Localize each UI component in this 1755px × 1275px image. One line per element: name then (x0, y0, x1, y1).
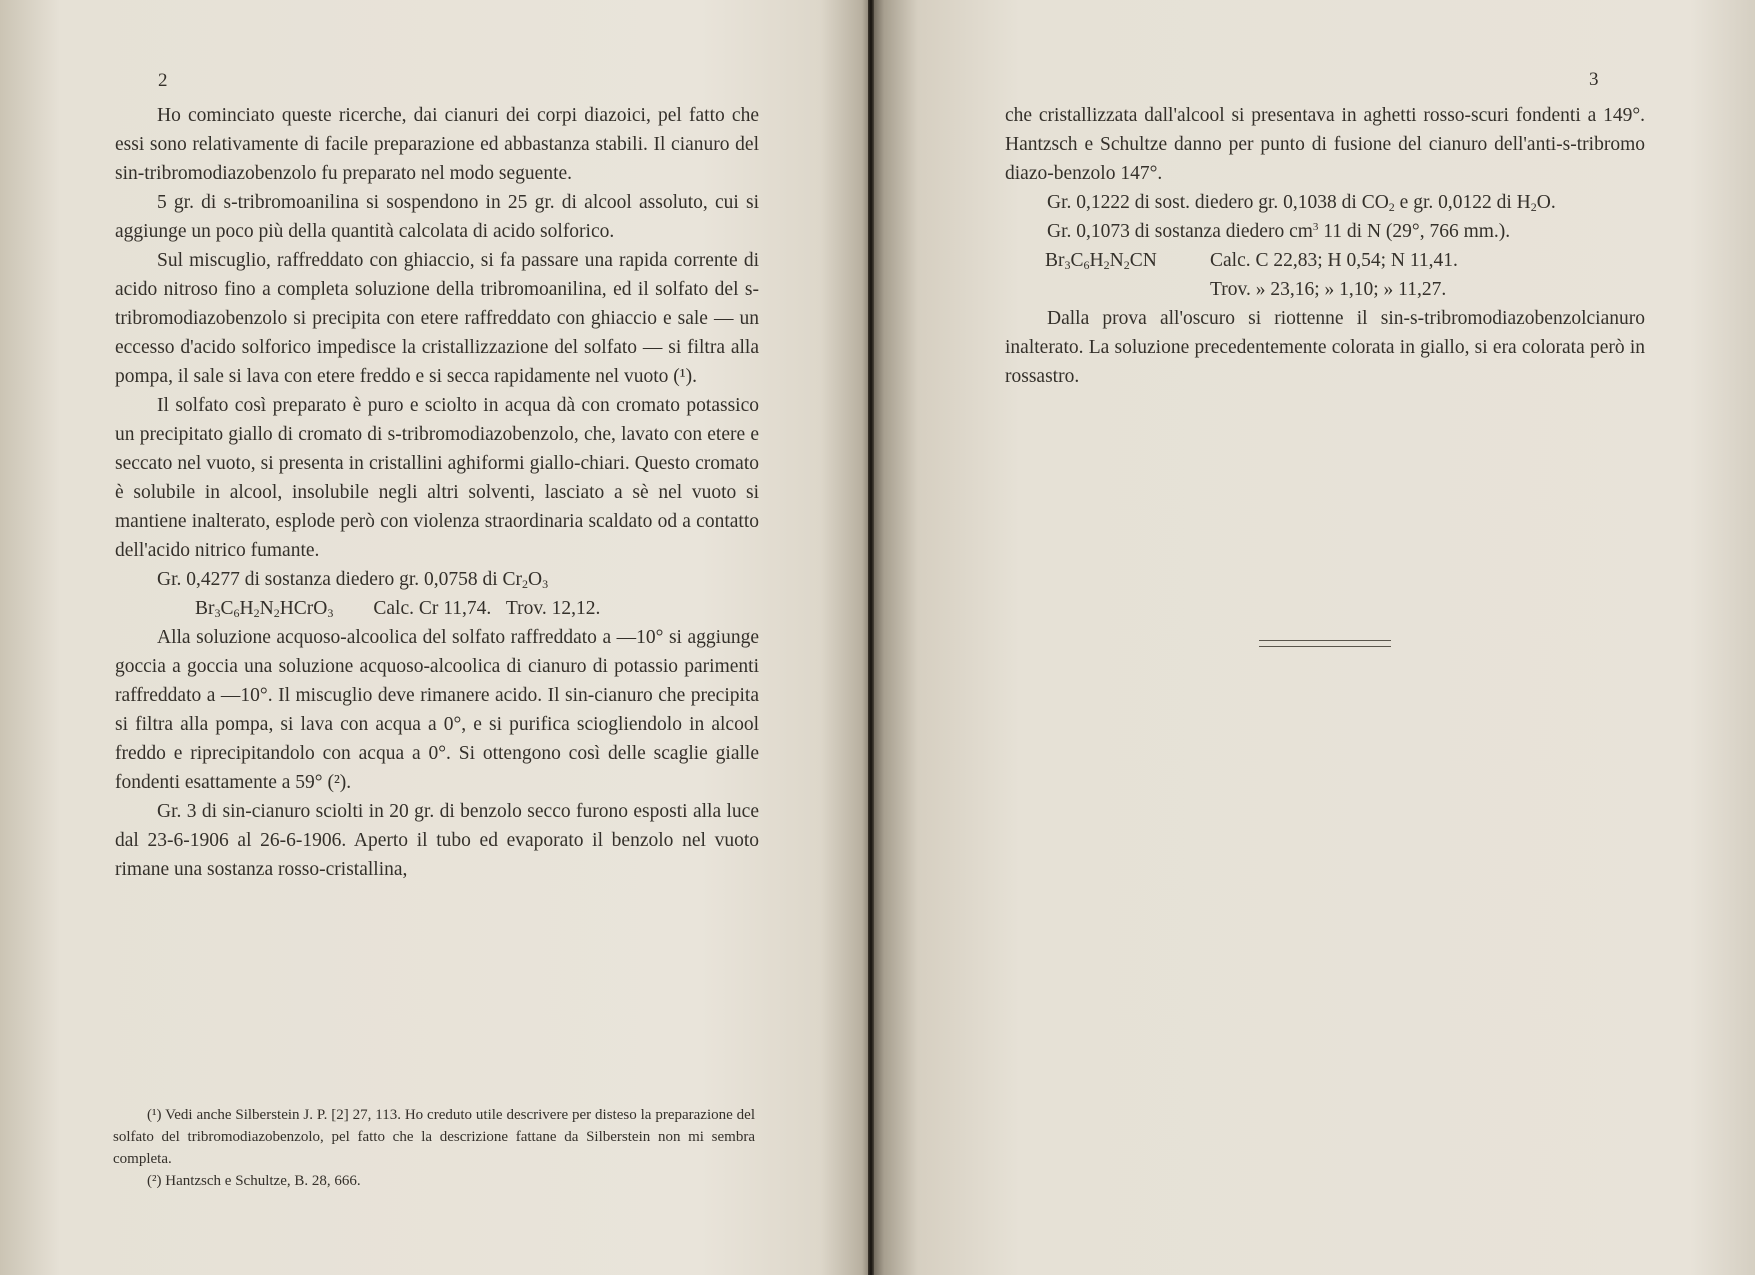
calc-value: Calc. C 22,83; H 0,54; N 11,41. (1210, 250, 1458, 271)
paragraph: Ho cominciato queste ricerche, dai cianuri dei corpi diazoici, pel fatto che essi sono relativamente di facile preparazione ed abbastanza stabili. Il cianuro del sin-tribromodiazobenzolo fu preparato nel modo seguente. (115, 105, 759, 184)
footnote: (¹) Vedi anche Silberstein J. P. [2] 27, 113. Ho creduto utile descrivere per disteso la preparazione del solfato del tribromodiazobenzolo, pel fatto che la descrizione fattane da Silberstein non mi sembra completa. (113, 1107, 755, 1167)
body-text (1005, 101, 1645, 391)
footnotes (113, 1104, 755, 1192)
book-gutter (868, 0, 874, 1275)
analysis-line: Gr. 0,1222 di sost. diedero gr. 0,1038 di $CO_2$ e gr. 0,0122 di $H_2O$. (1047, 192, 1556, 214)
paragraph: Dalla prova all'oscuro si riottenne il sin-s-tribromodiazobenzolcianuro inalterato. La soluzione precedentemente colorata in giallo, si era colorata però in rossastro. (1005, 308, 1645, 387)
left-page (0, 0, 870, 1275)
chemical-formula: $Br_3C_6H_2N_2HCrO_3$ Calc. Cr 11,74. Trov. 12,12. (195, 598, 601, 620)
paragraph: Gr. 3 di sin-cianuro sciolti in 20 gr. di benzolo secco furono esposti alla luce dal 23-6-1906 al 26-6-1906. Aperto il tubo ed evaporato il benzolo nel vuoto rimane una sostanza rosso-cristallina, (115, 801, 759, 880)
paragraph: Il solfato così preparato è puro e sciolto in acqua dà con cromato potassico un precipitato giallo di cromato di s-tribromodiazobenzolo, che, lavato con etere e seccato nel vuoto, si presenta in cristallini aghiformi giallo-chiari. Questo cromato è solubile in alcool, insolubile negli altri solventi, lasciato a sè nel vuoto si mantiene inalterato, esplode però con violenza straordinaria scaldato od a contatto dell'acido nitrico fumante. (115, 395, 759, 561)
body-text (115, 101, 759, 884)
page-number: 2 (158, 70, 168, 91)
paragraph: 5 gr. di s-tribromoanilina si sospendono in 25 gr. di alcool assoluto, cui si aggiunge un poco più della quantità calcolata di acido solforico. (115, 192, 759, 242)
paragraph: Sul miscuglio, raffreddato con ghiaccio, si fa passare una rapida corrente di acido nitroso fino a completa soluzione della tribromoanilina, ed il solfato del s-tribromodiazobenzolo si precipita con etere raffreddato con ghiaccio e sale — un eccesso d'acido solforico impedisce la cristallizzazione del solfato — si filtra alla pompa, il sale si lava con etere freddo e si secca rapidamente nel vuoto (¹). (115, 250, 759, 387)
trov-value: Trov. 12,12. (505, 598, 601, 619)
analysis-line: Gr. 0,1073 di sostanza diedero $cm^3$ 11 di N (29°, 766 mm.). (1047, 221, 1511, 242)
page-number: 3 (1589, 69, 1599, 90)
paragraph: Alla soluzione acquoso-alcoolica del solfato raffreddato a —10° si aggiunge goccia a goccia una soluzione acquoso-alcoolica di cianuro di potassio parimenti raffreddato a —10°. Il miscuglio deve rimanere acido. Il sin-cianuro che precipita si filtra alla pompa, si lava con acqua a 0°, e si purifica sciogliendolo in alcool freddo e riprecipitandolo con acqua a 0°. Si ottengono così delle scaglie gialle fondenti esattamente a 59° (²). (115, 627, 759, 793)
trov-line: Trov. » 23,16; » 1,10; » 11,27. (1005, 275, 1645, 304)
calc-value: Calc. Cr 11,74. (373, 598, 492, 619)
analysis-line: Gr. 0,4277 di sostanza diedero gr. 0,0758 di $Cr_2O_3$ (157, 569, 549, 591)
paragraph: che cristallizzata dall'alcool si presentava in aghetti rosso-scuri fondenti a 149°. Hantzsch e Schultze danno per punto di fusione del cianuro dell'anti-s-tribromo diazo-benzolo 147°. (1005, 105, 1645, 184)
trov-value: » 23,16; » 1,10; » 11,27. (1255, 279, 1447, 300)
footnote: (²) Hantzsch e Schultze, B. 28, 666. (147, 1173, 361, 1189)
section-rule (1259, 640, 1391, 647)
chemical-formula: $Br_3C_6H_2N_2CN$ Calc. C 22,83; H 0,54; N 11,41. (1005, 246, 1645, 275)
